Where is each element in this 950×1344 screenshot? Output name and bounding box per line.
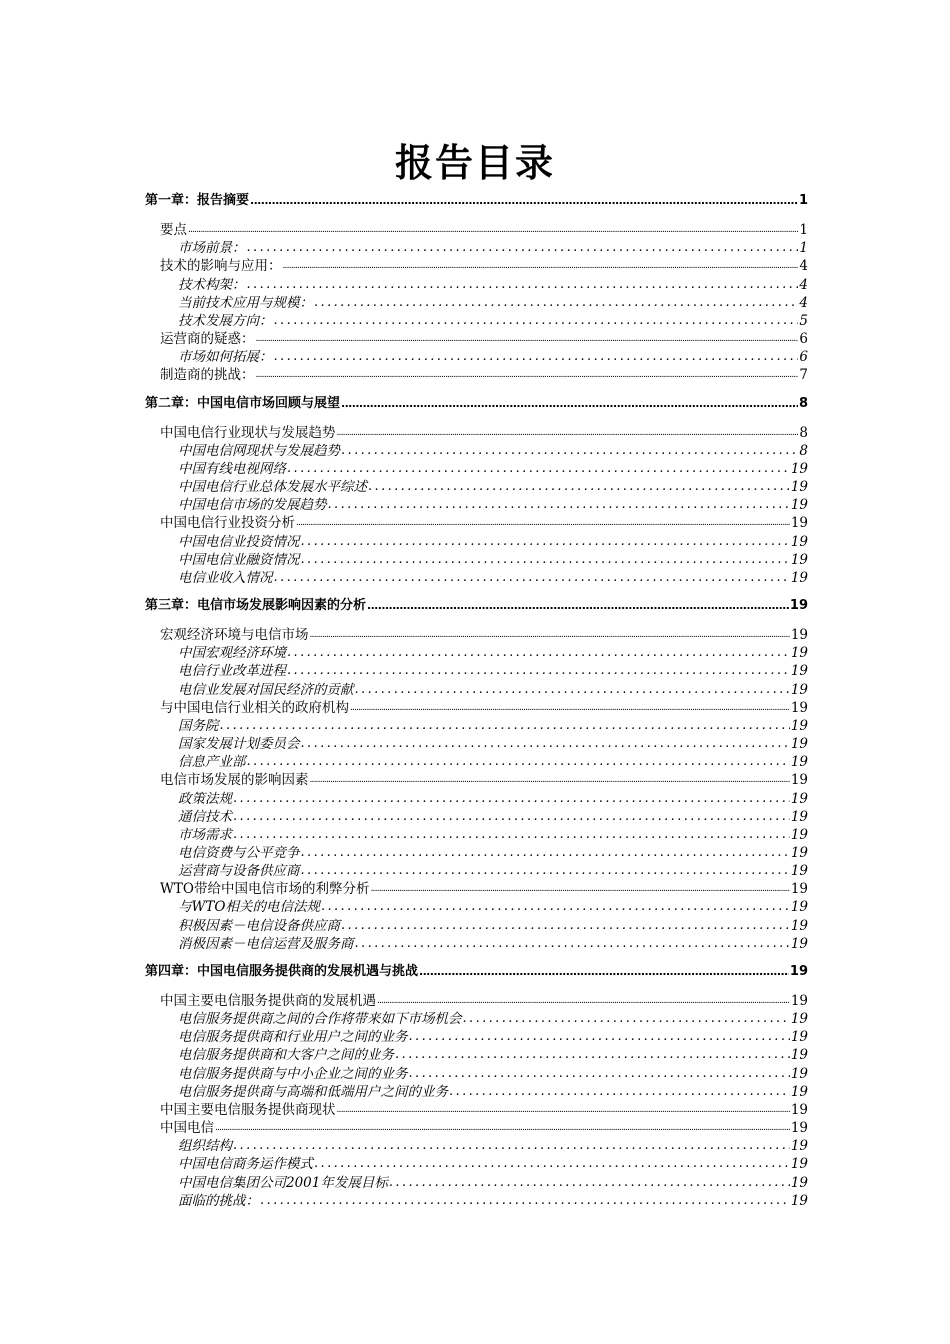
toc-entry-label: 电信服务提供商和行业用户之间的业务: [178, 1029, 408, 1046]
toc-page-number: 19: [790, 569, 808, 586]
toc-entry[interactable]: [145, 330, 808, 348]
toc-entry-label: 电信服务提供商之间的合作将带来如下市场机会: [178, 1011, 462, 1028]
dot-leader: [287, 460, 790, 478]
toc-entry-label: 信息产业部: [178, 754, 246, 771]
toc-entry-label: 中国电信业投资情况: [178, 533, 300, 550]
toc-entry[interactable]: [145, 1010, 808, 1028]
toc-entry[interactable]: [145, 1192, 808, 1210]
dot-leader: [256, 366, 799, 384]
toc-entry-label: 中国宏观经济环境: [178, 645, 286, 662]
toc-entry[interactable]: [145, 626, 808, 644]
dot-leader: [341, 917, 790, 935]
toc-page-number: 8: [799, 424, 808, 441]
toc-entry-label: 中国电信行业总体发展水平综述: [178, 479, 367, 496]
toc-page-number: 19: [790, 1138, 808, 1155]
toc-page-number: 19: [790, 826, 808, 843]
toc-entry[interactable]: [145, 826, 808, 844]
toc-entry[interactable]: [145, 221, 808, 239]
toc-entry[interactable]: [145, 935, 808, 953]
toc-entry-label: 中国电信集团公司2001年发展目标: [178, 1174, 388, 1191]
dot-leader: [310, 626, 790, 644]
dot-leader: [409, 1028, 790, 1046]
toc-page-number: 19: [790, 1156, 808, 1173]
toc-entry[interactable]: [145, 1065, 808, 1083]
toc-page-number: 19: [790, 1029, 808, 1046]
dot-leader: [409, 1065, 790, 1083]
dot-leader: [350, 699, 790, 717]
dot-leader: [314, 1155, 790, 1173]
toc-entry[interactable]: [145, 569, 808, 587]
toc-entry[interactable]: [145, 478, 808, 496]
dot-leader: [188, 221, 798, 239]
toc-page-number: 19: [790, 479, 808, 496]
toc-page-number: 19: [790, 627, 808, 644]
dot-leader: [449, 1083, 790, 1101]
toc-entry-label: 市场前景：: [178, 240, 246, 257]
toc-entry-label: 电信行业改革进程: [178, 663, 286, 680]
toc-page-number: 4: [799, 294, 808, 311]
toc-entry-label: 中国主要电信服务提供商现状: [160, 1101, 336, 1118]
toc-entry-label: 电信服务提供商与高端和低端用户之间的业务: [178, 1083, 448, 1100]
toc-entry-label: 市场需求: [178, 826, 232, 843]
dot-leader: [389, 1174, 790, 1192]
toc-entry[interactable]: [145, 1028, 808, 1046]
dot-leader: [296, 514, 790, 532]
toc-entry[interactable]: [145, 257, 808, 275]
toc-page-number: 19: [790, 460, 808, 477]
toc-entry-label: 国务院: [178, 717, 219, 734]
toc-entry-label: 技术的影响与应用：: [160, 258, 282, 275]
dot-leader: [287, 662, 790, 680]
toc-entry[interactable]: [145, 551, 808, 569]
toc-entry[interactable]: [145, 717, 808, 735]
toc-page-number: 6: [799, 331, 808, 348]
toc-entry[interactable]: [145, 662, 808, 680]
toc-entry-label: 中国电信业融资情况: [178, 551, 300, 568]
toc-page-number: 19: [790, 863, 808, 880]
toc-entry-label: 电信服务提供商和大客户之间的业务: [178, 1047, 394, 1064]
toc-page-number: 19: [790, 754, 808, 771]
toc-entry-label: 消极因素－电信运营及服务商: [178, 935, 354, 952]
toc-entry-label: 宏观经济环境与电信市场: [160, 627, 309, 644]
dot-leader: [395, 1046, 790, 1064]
dot-leader: [328, 496, 790, 514]
toc-page-number: 19: [790, 917, 808, 934]
toc-entry-label: 要点: [160, 222, 187, 239]
toc-page-number: 19: [790, 1083, 808, 1100]
toc-entry[interactable]: [145, 790, 808, 808]
dot-leader: [337, 424, 799, 442]
toc-entry[interactable]: [145, 898, 808, 916]
toc-entry-label: 政策法规: [178, 790, 232, 807]
toc-entry[interactable]: [145, 862, 808, 880]
page-title: 报告目录: [394, 140, 555, 185]
toc-page-number: 19: [789, 963, 808, 979]
toc-entry-label: 当前技术应用与规模：: [178, 294, 313, 311]
toc-entry-label: 电信业收入情况: [178, 569, 273, 586]
toc-entry[interactable]: [145, 735, 808, 753]
toc-page-number: 4: [799, 276, 808, 293]
dot-leader: [377, 992, 790, 1010]
toc-entry-label: 通信技术: [178, 808, 232, 825]
toc-entry[interactable]: [145, 844, 808, 862]
toc-entry[interactable]: [145, 1155, 808, 1173]
toc-entry-label: 中国主要电信服务提供商的发展机遇: [160, 993, 376, 1009]
toc-chapter-entry[interactable]: [145, 963, 808, 981]
toc-entry-label: 第二章：中国电信市场回顾与展望: [145, 395, 341, 411]
toc-entry[interactable]: [145, 1137, 808, 1155]
toc-page-number: 19: [790, 699, 808, 716]
dot-leader: [301, 533, 790, 551]
toc-page-number: 19: [790, 1174, 808, 1191]
toc-page-number: 19: [790, 1192, 808, 1209]
toc-entry[interactable]: [145, 1101, 808, 1119]
toc-page-number: 19: [790, 736, 808, 753]
toc-entry-label: 与WTO相关的电信法规: [178, 899, 320, 916]
toc-entry[interactable]: [145, 496, 808, 514]
dot-leader: [274, 569, 790, 587]
toc-entry[interactable]: [145, 1174, 808, 1192]
toc-chapter-entry[interactable]: [145, 395, 808, 413]
dot-leader: [233, 1137, 790, 1155]
toc-entry[interactable]: [145, 294, 808, 312]
dot-leader: [247, 753, 790, 771]
toc-entry-label: 技术构架：: [178, 276, 246, 293]
toc-page-number: 4: [799, 258, 808, 275]
toc-entry[interactable]: [145, 681, 808, 699]
dot-leader: [310, 771, 790, 789]
toc-page-number: 19: [790, 551, 808, 568]
dot-leader: [247, 239, 799, 257]
toc-entry-label: 中国电信行业现状与发展趋势: [160, 424, 336, 441]
toc-entry-label: 运营商与设备供应商: [178, 863, 300, 880]
toc-page-number: 5: [799, 312, 808, 329]
dot-leader: [233, 790, 790, 808]
toc-page-number: 19: [790, 645, 808, 662]
toc-entry[interactable]: [145, 992, 808, 1010]
dot-leader: [301, 551, 790, 569]
toc-page-number: 19: [790, 935, 808, 952]
toc-page-number: 8: [798, 395, 808, 411]
toc-page-number: 19: [790, 1101, 808, 1118]
toc-entry-label: 与中国电信行业相关的政府机构: [160, 699, 349, 716]
toc-entry[interactable]: [145, 276, 808, 294]
dot-leader: [355, 681, 790, 699]
toc-entry-label: 中国电信商务运作模式: [178, 1156, 313, 1173]
dot-leader: [256, 330, 799, 348]
dot-leader: [370, 880, 789, 898]
toc-page-number: 19: [790, 808, 808, 825]
toc-entry[interactable]: [145, 1046, 808, 1064]
toc-page-number: 19: [790, 1047, 808, 1064]
dot-leader: [287, 644, 790, 662]
toc-entry-label: 中国有线电视网络: [178, 460, 286, 477]
toc-entry[interactable]: [145, 239, 808, 257]
toc-entry-label: 制造商的挑战：: [160, 367, 255, 384]
toc-entry[interactable]: [145, 533, 808, 551]
toc-page-number: 19: [790, 497, 808, 514]
toc-page-number: 19: [790, 515, 808, 532]
dot-leader: [283, 257, 799, 275]
toc-entry-label: 电信业发展对国民经济的贡献: [178, 681, 354, 698]
toc-entry[interactable]: [145, 1119, 808, 1137]
toc-page-number: 19: [790, 717, 808, 734]
toc-page-number: 19: [790, 663, 808, 680]
toc-entry[interactable]: [145, 880, 808, 898]
toc-page-number: 19: [790, 790, 808, 807]
toc-page-number: 6: [799, 349, 808, 366]
toc-entry[interactable]: [145, 366, 808, 384]
toc-entry-label: 积极因素－电信设备供应商: [178, 917, 340, 934]
toc-entry-label: 运营商的疑惑：: [160, 331, 255, 348]
toc-entry-label: 电信服务提供商与中小企业之间的业务: [178, 1065, 408, 1082]
toc-entry-label: 中国电信市场的发展趋势: [178, 497, 327, 514]
toc-entry[interactable]: [145, 424, 808, 442]
toc-entry[interactable]: [145, 917, 808, 935]
toc-entry-label: 国家发展计划委员会: [178, 736, 300, 753]
toc-page-number: 19: [790, 844, 808, 861]
dot-leader: [233, 808, 790, 826]
toc-page-number: 19: [790, 533, 808, 550]
toc-entry[interactable]: [145, 771, 808, 789]
toc-entry[interactable]: [145, 1083, 808, 1101]
toc-entry-label: 第一章：报告摘要: [145, 193, 250, 208]
toc-entry-label: 技术发展方向：: [178, 312, 273, 329]
toc-entry-label: 电信市场发展的影响因素: [160, 772, 309, 789]
dot-leader: [233, 826, 790, 844]
dot-leader: [355, 935, 790, 953]
toc-entry[interactable]: [145, 312, 808, 330]
dot-leader: [247, 276, 799, 294]
toc-entry[interactable]: [145, 699, 808, 717]
dot-leader: [301, 735, 790, 753]
toc-entry[interactable]: [145, 514, 808, 532]
toc-page-number: 19: [790, 1065, 808, 1082]
dot-leader: [301, 844, 790, 862]
dot-leader: [367, 597, 789, 615]
toc-entry-label: 中国电信网现状与发展趋势: [178, 442, 340, 459]
toc-page-number: 19: [789, 598, 808, 613]
toc-page-number: 19: [790, 993, 808, 1009]
toc-page-number: 1: [799, 222, 808, 239]
toc-entry-label: 中国电信行业投资分析: [160, 515, 295, 532]
toc-entry-label: 面临的挑战：: [178, 1192, 259, 1209]
toc-entry[interactable]: [145, 808, 808, 826]
dot-leader: [274, 312, 799, 330]
toc-page-number: 19: [790, 899, 808, 916]
dot-leader: [321, 898, 790, 916]
toc-chapter-entry[interactable]: [145, 597, 808, 615]
dot-leader: [419, 963, 789, 981]
dot-leader: [215, 1119, 790, 1137]
toc-entry[interactable]: [145, 348, 808, 366]
toc-entry[interactable]: [145, 644, 808, 662]
toc-entry-label: WTO带给中国电信市场的利弊分析: [160, 881, 370, 898]
dot-leader: [250, 192, 798, 210]
toc-page-number: 8: [799, 442, 808, 459]
toc-page-number: 1: [799, 240, 808, 257]
dot-leader: [463, 1010, 790, 1028]
toc-page-number: 19: [790, 772, 808, 789]
dot-leader: [337, 1101, 790, 1119]
toc-entry-label: 组织结构: [178, 1138, 232, 1155]
toc-entry-label: 市场如何拓展：: [178, 349, 273, 366]
toc-entry-label: 电信资费与公平竞争: [178, 844, 300, 861]
toc-page-number: 19: [790, 681, 808, 698]
toc-page-number: 19: [790, 1120, 808, 1137]
toc-entry[interactable]: [145, 442, 808, 460]
dot-leader: [314, 294, 798, 312]
dot-leader: [220, 717, 790, 735]
toc-entry-label: 第四章：中国电信服务提供商的发展机遇与挑战: [145, 963, 419, 979]
dot-leader: [341, 395, 798, 413]
dot-leader: [260, 1192, 790, 1210]
dot-leader: [368, 478, 790, 496]
dot-leader: [274, 348, 799, 366]
toc-chapter-entry[interactable]: [145, 192, 808, 210]
toc-page-number: 1: [798, 193, 808, 208]
toc-page-number: 19: [790, 1011, 808, 1028]
dot-leader: [301, 862, 790, 880]
toc-entry[interactable]: [145, 753, 808, 771]
toc-entry-label: 中国电信: [160, 1120, 214, 1137]
toc-page-number: 19: [790, 881, 808, 898]
toc-entry-label: 第三章：电信市场发展影响因素的分析: [145, 598, 367, 613]
dot-leader: [341, 442, 798, 460]
toc-entry[interactable]: [145, 460, 808, 478]
toc-page-number: 7: [799, 367, 808, 384]
